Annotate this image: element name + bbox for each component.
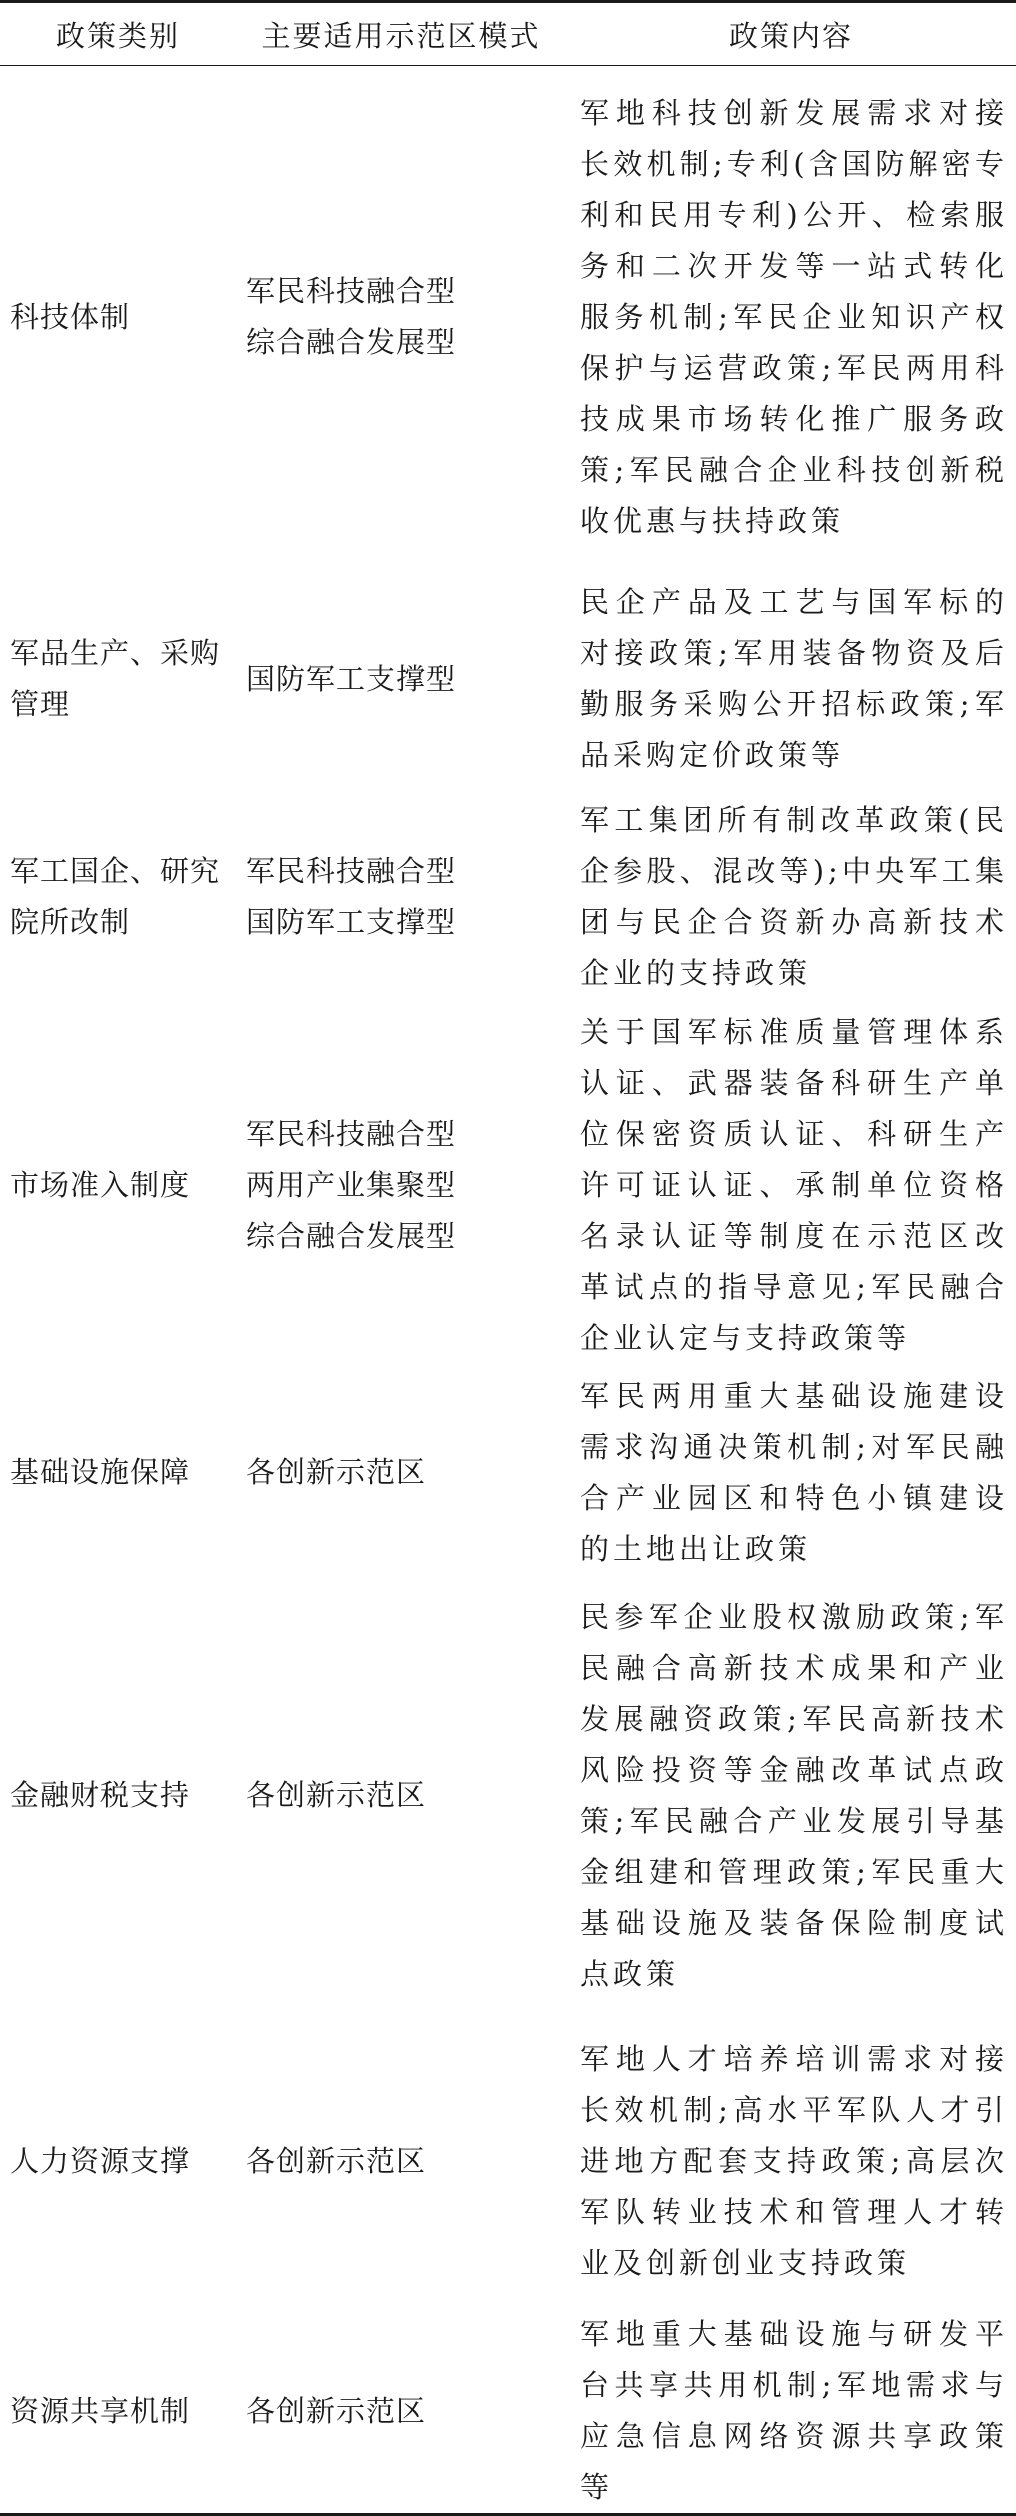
table-row	[0, 66, 1016, 569]
mode-line: 综合融合发展型	[246, 325, 457, 359]
mode-line: 军民科技融合型	[246, 1117, 457, 1151]
mode-line: 各创新示范区	[246, 1455, 427, 1489]
policy-category-cell: 资源共享机制	[0, 2309, 236, 2515]
policy-category-cell: 科技体制	[10, 299, 131, 334]
policy-category-cell: 基础设施保障	[10, 1455, 191, 1489]
table-row	[0, 1004, 1016, 1367]
policy-content-cell: 关于国军标准质量管理体系认证、武器装备科研生产单位保密资质认证、科研生产许可证认证、承制单位资格名录认证等制度在示范区改革试点的指导意见;军民融合企业认定与支持政策等	[580, 1015, 1008, 1355]
table-row	[0, 568, 1016, 790]
mode-line: 综合融合发展型	[246, 1219, 457, 1253]
header-policy-category: 政策类别	[0, 2, 236, 66]
mode-line: 国防军工支撑型	[246, 905, 457, 939]
applicable-mode-cell	[236, 1367, 566, 1578]
policy-category-cell: 金融财税支持	[10, 1778, 191, 1812]
table-row	[0, 1367, 1016, 1578]
policy-content-cell: 军地重大基础设施与研发平台共享共用机制;军地需求与应急信息网络资源共享政策等	[566, 2309, 1016, 2515]
policy-category-cell: 市场准入制度	[10, 1168, 191, 1202]
table-body	[0, 66, 1016, 2515]
table-header	[0, 2, 1016, 66]
policy-content-cell: 民参军企业股权激励政策;军民融合高新技术成果和产业发展融资政策;军民高新技术风险投资等金融改革试点政策;军民融合产业发展引导基金组建和管理政策;军民重大基础设施及装备保险制度试点政策	[580, 1599, 1008, 1991]
policy-content-cell: 军地科技创新发展需求对接长效机制;专利(含国防解密专利和民用专利)公开、检索服务和二次开发等一站式转化服务机制;军民企业知识产权保护与运营政策;军民两用科技成果市场转化推广服务政策;军民融合企业科技创新税收优惠与扶持政策	[580, 95, 1008, 538]
table-row	[0, 1578, 1016, 2013]
policy-content-cell: 民企产品及工艺与国军标的对接政策;军用装备物资及后勤服务采购公开招标政策;军品采购定价政策等	[580, 585, 1008, 772]
applicable-mode-cell	[236, 2309, 566, 2515]
table-row	[0, 2013, 1016, 2309]
mode-line: 国防军工支撑型	[246, 661, 457, 696]
policy-category-cell: 军品生产、采购管理	[10, 636, 221, 721]
mode-line: 两用产业集聚型	[246, 1168, 457, 1202]
policy-content-cell: 军工集团所有制改革政策(民企参股、混改等);中央军工集团与民企合资新办高新技术企业的支持政策	[580, 803, 1008, 990]
mode-line: 各创新示范区	[246, 1778, 427, 1812]
policy-content-cell: 军地人才培养培训需求对接长效机制;高水平军队人才引进地方配套支持政策;高层次军队转业技术和管理人才转业及创新创业支持政策	[580, 2041, 1008, 2280]
header-policy-content: 政策内容	[566, 2, 1016, 66]
table-row	[0, 2309, 1016, 2515]
policy-category-cell: 人力资源支撑	[10, 2143, 191, 2178]
applicable-mode-cell	[236, 568, 566, 790]
table-row	[0, 790, 1016, 1004]
mode-line: 军民科技融合型	[246, 274, 457, 308]
header-applicable-mode: 主要适用示范区模式	[236, 2, 566, 66]
policy-content-cell: 军民两用重大基础设施建设需求沟通决策机制;对军民融合产业园区和特色小镇建设的土地出让政策	[580, 1378, 1008, 1566]
policy-category-cell: 军工国企、研究院所改制	[10, 854, 221, 939]
mode-line: 军民科技融合型	[246, 854, 457, 888]
header-row	[0, 2, 1016, 66]
applicable-mode-cell	[236, 1004, 566, 1367]
applicable-mode-cell	[236, 2013, 566, 2309]
applicable-mode-cell	[236, 66, 566, 569]
applicable-mode-cell	[236, 790, 566, 1004]
applicable-mode-cell	[236, 1578, 566, 2013]
mode-line: 各创新示范区	[246, 2393, 427, 2428]
mode-line: 各创新示范区	[246, 2143, 427, 2178]
